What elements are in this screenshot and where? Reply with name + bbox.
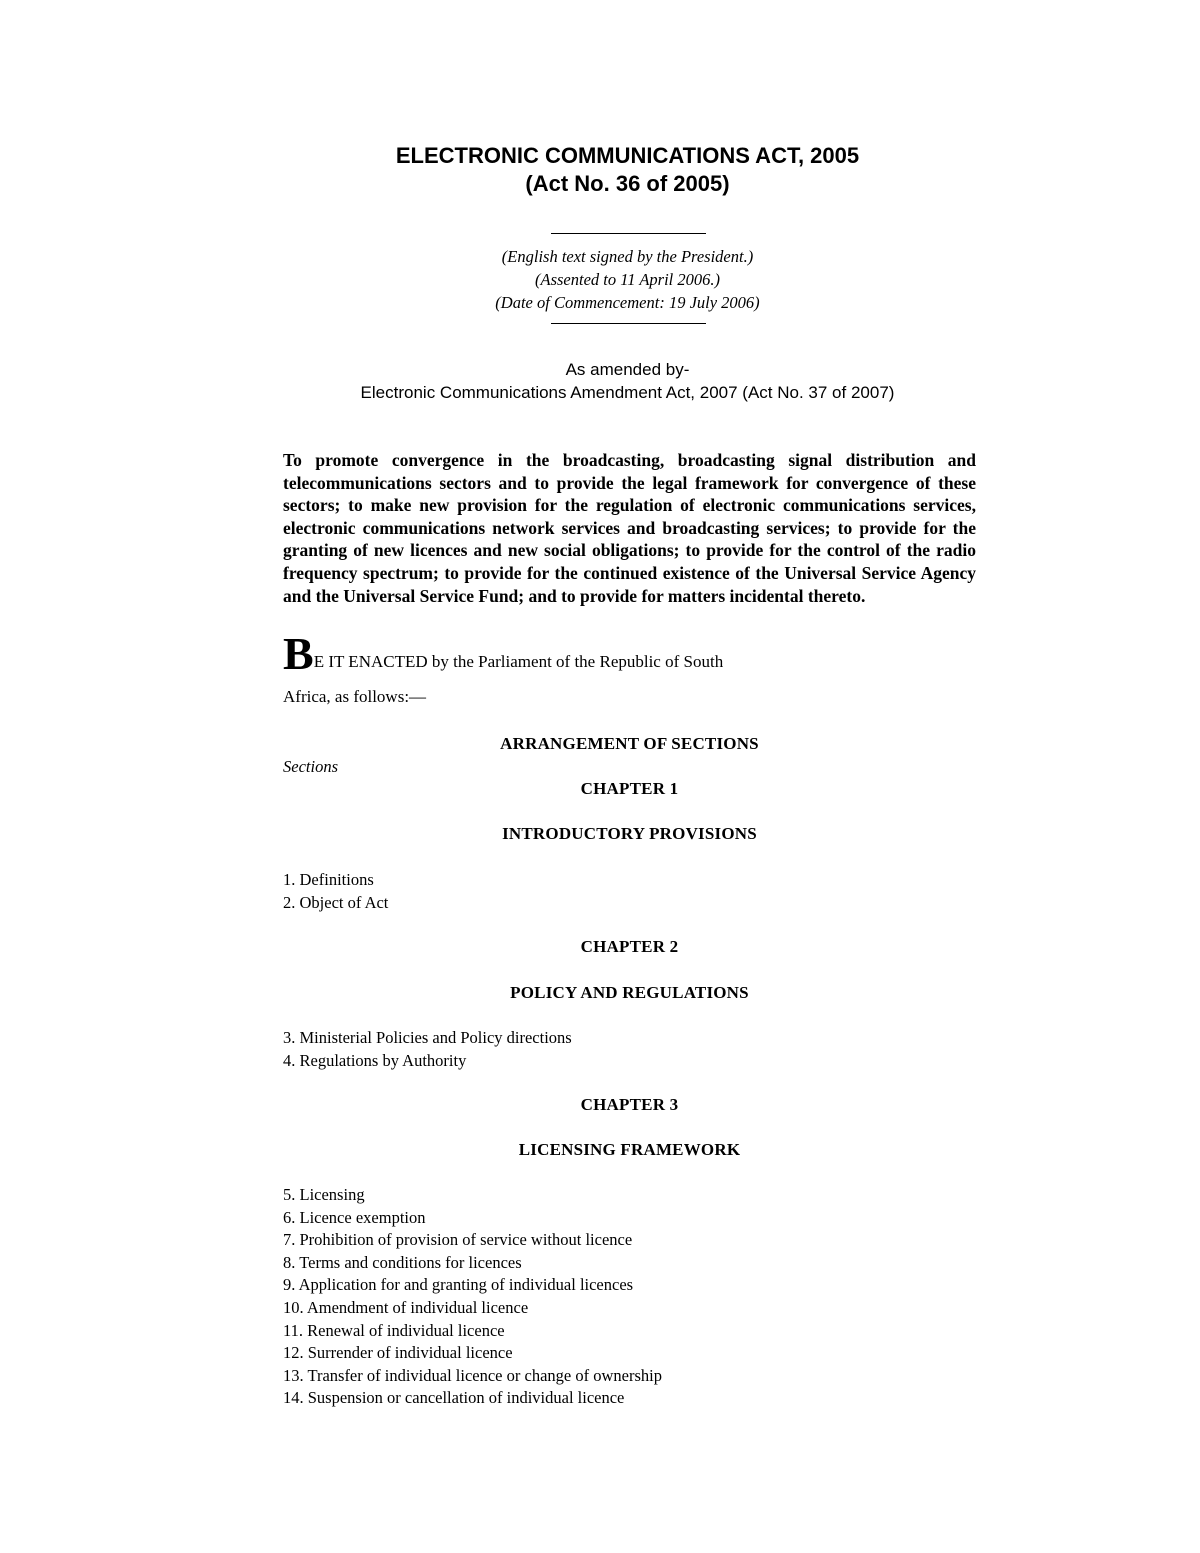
toc-item: 4. Regulations by Authority — [283, 1050, 467, 1070]
toc-item: 1. Definitions — [283, 870, 374, 889]
arrangement-heading: ARRANGEMENT OF SECTIONS — [500, 734, 759, 753]
chapter-2-sections — [283, 1027, 572, 1072]
toc-item: 2. Object of Act — [283, 892, 389, 912]
chapter-2-title: POLICY AND REGULATIONS — [510, 983, 749, 1002]
chapter-3-sections — [283, 1184, 662, 1410]
enacting-line-1: E IT ENACTED by the Parliament of the Republic of South — [313, 652, 724, 671]
toc-item: 6. Licence exemption — [283, 1207, 426, 1227]
act-number: (Act No. 36 of 2005) — [525, 171, 730, 196]
toc-item: 3. Ministerial Policies and Policy directions — [283, 1028, 572, 1047]
toc-item: 14. Suspension or cancellation of individual licence — [283, 1388, 625, 1408]
enacting-line-2: Africa, as follows:— — [283, 687, 427, 706]
signed-note: (English text signed by the President.) — [501, 247, 754, 266]
toc-item: 12. Surrender of individual licence — [283, 1343, 513, 1363]
toc-item: 5. Licensing — [283, 1185, 365, 1204]
toc-item: 8. Terms and conditions for licences — [283, 1252, 522, 1272]
act-title: ELECTRONIC COMMUNICATIONS ACT, 2005 — [395, 143, 860, 168]
toc-item: 10. Amendment of individual licence — [283, 1297, 529, 1317]
divider-top — [551, 233, 706, 234]
sections-label: Sections — [283, 757, 338, 776]
commencement-note: (Date of Commencement: 19 July 2006) — [495, 293, 760, 312]
chapter-3-number: CHAPTER 3 — [580, 1095, 679, 1114]
chapter-1-sections — [283, 869, 388, 914]
amendment-act: Electronic Communications Amendment Act, 2007 (Act No. 37 of 2007) — [360, 383, 895, 402]
enacting-clause — [283, 628, 843, 706]
toc-item: 9. Application for and granting of individual licences — [283, 1275, 634, 1295]
long-title: To promote convergence in the broadcasting, broadcasting signal distribution and telecommunications sectors and to provide the legal framework for convergence of these sectors; to make new provision for the regulation of electronic communications services, electronic communications network services and broadcasting services; to provide for the granting of new licences and new social obligations; to provide for the control of the radio frequency spectrum; to provide for the continued existence of the Universal Service Agency and the Universal Service Fund; and to provide for matters incidental thereto. — [283, 450, 976, 606]
chapter-3-title: LICENSING FRAMEWORK — [518, 1140, 741, 1159]
amended-by-label: As amended by- — [565, 360, 690, 379]
assented-note: (Assented to 11 April 2006.) — [535, 270, 720, 289]
divider-bottom — [551, 323, 706, 324]
chapter-2-number: CHAPTER 2 — [580, 937, 679, 956]
drop-cap: B — [283, 628, 314, 679]
toc-item: 13. Transfer of individual licence or change of ownership — [283, 1365, 662, 1385]
toc-item: 7. Prohibition of provision of service without licence — [283, 1230, 633, 1250]
chapter-1-number: CHAPTER 1 — [580, 779, 679, 798]
chapter-1-title: INTRODUCTORY PROVISIONS — [502, 824, 757, 843]
toc-item: 11. Renewal of individual licence — [283, 1320, 505, 1340]
